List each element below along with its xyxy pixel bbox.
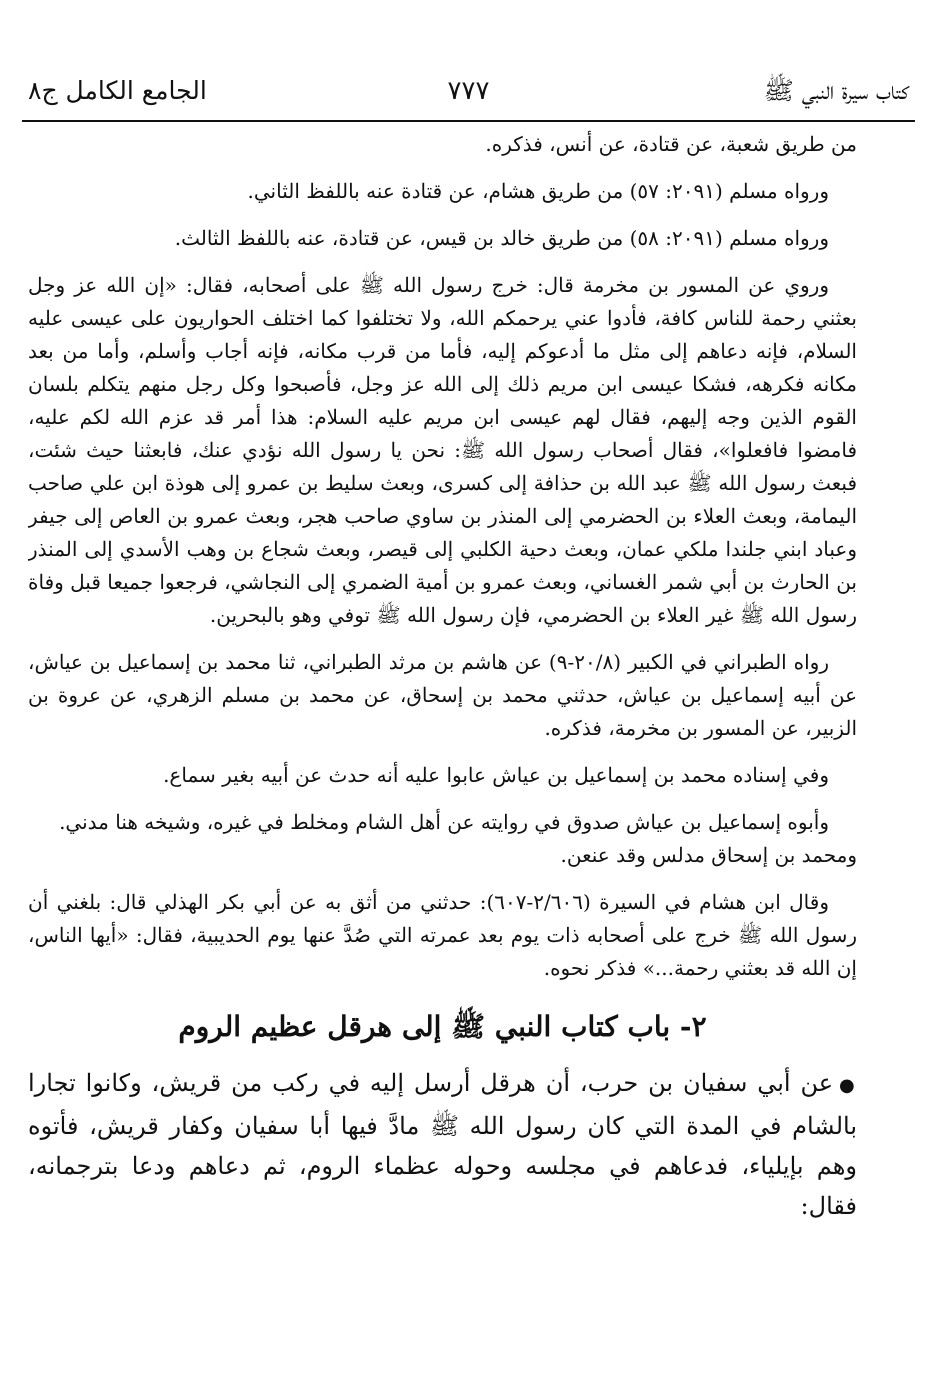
chapter-text [28, 1063, 857, 1226]
paragraph-hadith-miswar: وروي عن المسور بن مخرمة قال: خرج رسول الله ﷺ على أصحابه، فقال: «إن الله عز وجل بعثني رحمة للناس كافة، فأدوا عني يرحمكم الله، ولا تختلفوا كما اختلف الحواريون على عيسى عليه السلام، فإنه دعاهم إلى مثل ما أدعوكم إليه، فأما من قرب مكانه، فإنه أجاب وأسلم، وأما من بعد مكانه فكرهه، فشكا عيسى ابن مريم ذلك إلى الله عز وجل، فأصبحوا وكل رجل منهم يتكلم بلسان القوم الذين وجه إليهم، فقال لهم عيسى ابن مريم عليه السلام: هذا أمر قد عزم الله لكم عليه، فامضوا فافعلوا»، فقال أصحاب رسول الله ﷺ: نحن يا رسول الله نؤدي عنك، فابعثنا حيث شئت، فبعث رسول الله ﷺ عبد الله بن حذافة إلى كسرى، وبعث سليط بن عمرو إلى هوذة ابن علي صاحب اليمامة، وبعث العلاء بن الحضرمي إلى المنذر بن ساوي صاحب هجر، وبعث عمرو بن العاص إلى جيفر وعباد ابني جلندا ملكي عمان، وبعث دحية الكلبي إلى قيصر، وبعث شجاع بن وهب الأسدي إلى المنذر بن الحارث بن أبي شمر الغساني، وبعث عمرو بن أمية الضمري إلى النجاشي، فرجعوا جميعا قبل وفاة رسول الله ﷺ غير العلاء بن الحضرمي، فإن رسول الله ﷺ توفي وهو بالبحرين. [28, 273, 857, 627]
paragraph-3: ورواه مسلم (٢٠٩١: ٥٨) من طريق خالد بن قيس، عن قتادة، عنه باللفظ الثالث. [174, 226, 829, 250]
volume-title: الجامع الكامل ج٨ [28, 76, 207, 105]
book-title: كتاب سيرة النبي ﷺ [763, 76, 909, 105]
paragraph-tabarani: رواه الطبراني في الكبير (٢٠/٨-٩) عن هاشم بن مرثد الطبراني، ثنا محمد بن إسماعيل بن عياش، عن أبيه إسماعيل بن عياش، حدثني محمد بن إسحاق، عن محمد بن مسلم الزهري، عن عروة بن الزبير، عن المسور بن مخرمة، فذكره. [28, 650, 857, 740]
paragraph-2: ورواه مسلم (٢٠٩١: ٥٧) من طريق هشام، عن قتادة عنه باللفظ الثاني. [247, 179, 829, 203]
header-divider [22, 120, 915, 122]
paragraph-isnad-3: ومحمد بن إسحاق مدلس وقد عنعن. [560, 843, 857, 867]
bullet-icon: ● [839, 1075, 857, 1096]
paragraph-isnad-2: وأبوه إسماعيل بن عياش صدوق في روايته عن أهل الشام ومخلط في غيره، وشيخه هنا مدني. [59, 810, 829, 834]
paragraph-ibn-hisham: وقال ابن هشام في السيرة (٢/٦٠٦-٦٠٧): حدثني من أثق به عن أبي بكر الهذلي قال: بلغني أن رسول الله ﷺ خرج على أصحابه ذات يوم بعد عمرته التي صُدَّ عنها يوم الحديبية، فقال: «أيها الناس، إن الله قد بعثني رحمة...» فذكر نحوه. [28, 890, 857, 980]
chapter-heading: ٢- باب كتاب النبي ﷺ إلى هرقل عظيم الروم [178, 1010, 707, 1043]
running-header [28, 74, 909, 114]
chapter-text-body: عن أبي سفيان بن حرب، أن هرقل أرسل إليه في ركب من قريش، وكانوا تجارا بالشام في المدة التي كان رسول الله ﷺ مادَّ فيها أبا سفيان وكفار قريش، فأتوه وهم بإيلياء، فدعاهم في مجلسه وحوله عظماء الروم، ثم دعاهم ودعا بترجمانه، فقال: [28, 1069, 857, 1220]
paragraph-1: من طريق شعبة، عن قتادة، عن أنس، فذكره. [485, 132, 857, 156]
page-number: ٧٧٧ [447, 76, 490, 106]
body-text [28, 128, 857, 1368]
paragraph-isnad-1: وفي إسناده محمد بن إسماعيل بن عياش عابوا عليه أنه حدث عن أبيه بغير سماع. [163, 763, 829, 787]
